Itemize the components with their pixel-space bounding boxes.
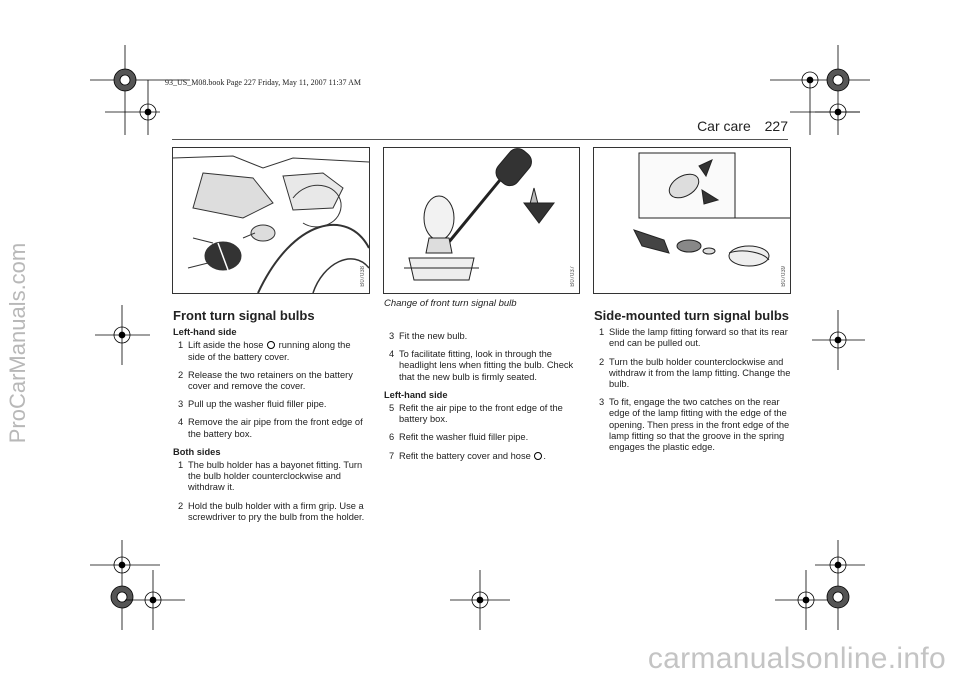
side-watermark: ProCarManuals.com <box>5 242 30 444</box>
figure-code: B07039 <box>781 266 787 287</box>
figure-screwdriver-bulb <box>383 147 580 294</box>
figure-code: B07038 <box>360 266 366 287</box>
subheading-left-hand-side: Left-hand side <box>384 389 448 400</box>
column-front-turn-signal <box>173 310 370 530</box>
step-item: 3 Pull up the washer fluid filler pipe. <box>178 399 327 410</box>
step-item: 2 Release the two retainers on the battery cover and remove the cover. <box>178 369 353 392</box>
hose-symbol-icon <box>534 452 542 460</box>
step-item: 1 Slide the lamp fitting forward so that its rear end can be pulled out. <box>599 327 788 349</box>
step-item: 4 Remove the air pipe from the front edge of the battery box. <box>178 417 363 439</box>
hose-symbol-icon <box>267 341 275 349</box>
step-item: 5 Refit the air pipe to the front edge of the battery box. <box>389 403 563 425</box>
figure-caption: Change of front turn signal bulb <box>384 298 517 309</box>
heading-front-turn-signal: Front turn signal bulbs <box>173 308 315 323</box>
step-item: 1 Lift aside the hose running along the side of the battery cover. <box>178 340 351 362</box>
book-info: 93_US_M08.book Page 227 Friday, May 11, 2007 11:37 AM <box>165 78 361 87</box>
figure-code: B07037 <box>570 266 576 287</box>
step-item: 2 Hold the bulb holder with a firm grip. Use a screwdriver to pry the bulb from the holder. <box>178 500 365 522</box>
step-item: 6 Refit the washer fluid filler pipe. <box>389 432 529 443</box>
front-bulb-illustration <box>173 148 369 293</box>
subheading-both-sides: Both sides <box>173 446 221 457</box>
heading-side-mounted: Side-mounted turn signal bulbs <box>594 308 789 323</box>
header-rule <box>172 139 788 140</box>
column-fitting-steps <box>384 331 581 469</box>
step-item: 2 Turn the bulb holder counterclockwise and withdraw it from the lamp fitting. Change the bulb. <box>599 356 791 390</box>
step-item: 3 Fit the new bulb. <box>389 331 468 341</box>
step-item: 4 To facilitate fitting, look in through the headlight lens when fitting the bulb. Check that the new bulb is firmly seated. <box>389 349 574 382</box>
side-marker-illustration <box>594 148 790 293</box>
bottom-watermark: carmanualsonline.info <box>647 642 946 675</box>
figure-side-marker <box>593 147 791 294</box>
figure-front-bulb-holder <box>172 147 370 294</box>
screwdriver-illustration <box>384 148 579 293</box>
subheading-left-hand-side: Left-hand side <box>173 327 237 338</box>
column-side-mounted <box>594 310 791 460</box>
step-item: 3 To fit, engage the two catches on the rear edge of the lamp fitting with the edge of the opening. Then press in the front edge of the lamp fitting so that the groove in the spring engages the plastic edge. <box>599 397 790 453</box>
page-header <box>687 118 788 134</box>
step-item: 7 Refit the battery cover and hose . <box>389 450 546 461</box>
page-number: 227 <box>764 118 788 134</box>
section-title: Car care <box>697 118 751 134</box>
step-item: 1 The bulb holder has a bayonet fitting. Turn the bulb holder counterclockwise and withdraw it. <box>178 460 363 493</box>
